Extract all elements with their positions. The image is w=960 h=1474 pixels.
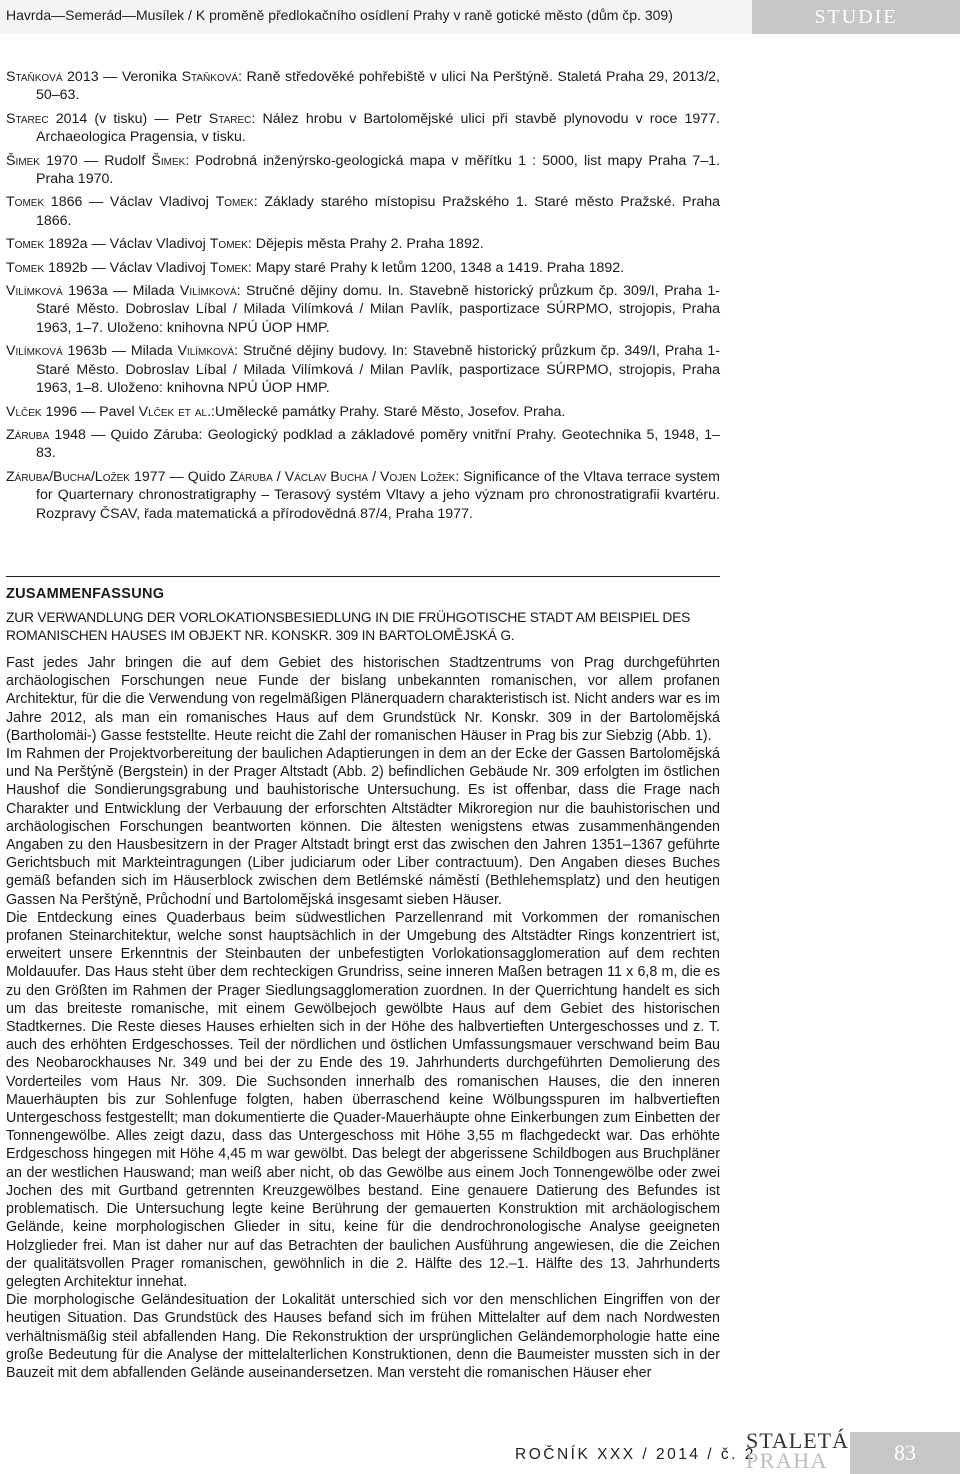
reference-author: Vlček: [6, 403, 42, 420]
summary-heading: ZUSAMMENFASSUNG: [6, 586, 165, 602]
reference-author: Staňková: [6, 69, 63, 85]
reference-author-full: Vilímková: [179, 283, 237, 300]
reference-text: : Dějepis města Prahy 2. Praha 1892.: [247, 236, 484, 253]
reference-text: : Raně středověké pohřebiště v ulici Na Perštýně. Staletá Praha 29, 2013/2, 50–63.: [36, 69, 720, 104]
header-bar: [0, 0, 960, 34]
summary-paragraph: Im Rahmen der Projektvorbereitung der baulichen Adaptierungen in dem an der Ecke der Gassen Bartolomějská und Na Perštýně (Bergstein) in der Prager Altstadt (Abb. 2) befindlichen Gebäude Nr. 309 erfolgten im östlichen Haushof die Sondierungsgrabung und bauhistorische Untersuchung. Es ist offenbar, dass die Frage nach Charakter und Entwicklung der Verbauung der erforschten Altstädter Mikroregion nur die bauhistorischen und archäologischen Forschungen beantworten können. Die ältesten wenigstens etwas zusammenhängenden Angaben zu den Hausbesitzern in der Prager Altstadt bringt erst das zwischen den Jahren 1351–1367 geführte Gerichtsbuch mit Markteintragungen (Liber judiciarum oder Liber contractuum). Den Angaben dieses Buches gemäß befanden sich im Häuserblock zwischen dem Betlémské náměstí (Bethlehemsplatz) und den heutigen Gassen Na Perštýně, Průchodní und Bartolomějská insgesamt sieben Häuser.: [6, 746, 720, 908]
reference-entry: [6, 152, 720, 189]
issue-label: ROČNÍK XXX / 2014 / č. 2: [515, 1446, 756, 1463]
page-number-box: [850, 1432, 960, 1474]
reference-year: 1977 — Quido: [129, 468, 230, 485]
reference-author-full: Tomek: [209, 259, 248, 276]
reference-author: Šimek: [6, 152, 40, 169]
summary-body: [6, 654, 720, 1382]
reference-year: 1970 — Rudolf: [39, 152, 152, 169]
summary-paragraph: Die Entdeckung eines Quaderbaus beim südwestlichen Parzellenrand mit Vorkommen der romanischen profanen Steinarchitektur, welche sonst hauptsächlich in der Umgebung des Altstädter Rings konzentriert ist, erweitert unsere Erkenntnis der Steinbauten der unbefestigten Vorlokationsagglomeration auf dem rechten Moldauufer. Das Haus steht über dem rechteckigen Grundriss, seine inneren Maßen betragen 11 x 6,8 m, die es zu den Größten im Rahmen der Prager Siedlungsagglomeration zuordnen. In der Querrichtung handelt es sich um das breiteste romanische, mit einem Gewölbejoch gewölbte Haus auf dem Gebiet des historischen Stadtkernes. Die Reste dieses Hauses erhielten sich in der Höhe des halbvertieften Untergeschosses und z. T. auch des erhöhten Erdgeschosses. Teil der nördlichen und östlichen Umfassungsmauer verschwand beim Bau des Neobarockhauses Nr. 349 und bei der zu Ende des 19. Jahrhunderts durchgeführten Demolierung des Vorderteiles vom Haus Nr. 309. Die Suchsonden innerhalb des romanischen Hauses, die den inneren Mauerhäupten bis zur Sohlenfuge folgten, haben überraschend keine Wölbungsspuren im halbvertieften Untergeschoss festgestellt; man dokumentierte die Quader-Mauerhäupte ohne Einkerbungen zum Einbetten der Tonnengewölbe. Alles zeigt dazu, dass das Untergeschoss mit Höhe 3,55 m flachgedeckt war. Das erhöhte Erdgeschoss hingegen mit Höhe 4,45 m war gewölbt. Das belegt der abgerissene Schildbogen aus Bruchpläner an der westlichen Hauswand; man weiß aber nicht, ob das Gewölbe aus einem Joch Tonnengewölbe oder zwei Jochen des mit Gurtband getrennten Kreuzgewölbes bestand. Eine genauere Datierung des Befundes ist problematisch. Die Untersuchung legte keine Berührung der gemauerten Konstruktion mit archäologischem Gelände, keine morphologischen Glieder in situ, keine für die dendrochronologische Analyse geeigneten Holzglieder frei. Man ist daher nur auf das Betrachten der baulichen Ausführung angewiesen, die die Zeichen der qualitätsvollen Prager romanischen, gewöhnlich in die 2. Hälfte des 12.–1. Hälfte des 13. Jahrhunderts gelegten Architektur innehat.: [6, 909, 720, 1290]
reference-text: :Umělecké památky Prahy. Staré Město, Josefov. Praha.: [211, 403, 566, 420]
reference-author-full: Starec: [208, 110, 252, 127]
reference-entry: [6, 235, 720, 253]
reference-year: 1996 — Pavel: [41, 403, 139, 420]
logo-line-1: STALETÁ: [746, 1428, 850, 1453]
reference-entry: [6, 403, 720, 421]
reference-entry: [6, 68, 720, 105]
reference-author-full: Tomek: [215, 194, 254, 211]
reference-entry: [6, 282, 720, 337]
reference-author-full: Tomek: [209, 236, 248, 253]
reference-text: : Stručné dějiny domu. In. Stavebně historický průzkum čp. 309/I, Praha 1-Staré Město. Dobroslav Líbal / Milada Vilímková / Milan Pavlík, pasportizace SÚRPMO, strojopis, Praha 1963, 1–7. Uloženo: knihovna NPÚ ÚOP HMP.: [36, 283, 721, 336]
reference-author: Záruba/Bucha/Ložek: [6, 468, 130, 485]
section-divider: [6, 576, 720, 577]
reference-text: : Significance of the Vltava terrace system for Quarternary chronostratigraphy – Terasový systém Vltavy a jeho význam pro chronostratigrafii kvartéru. Rozpravy ČSAV, řada matematická a přírodovědná 87/4, Praha 1977.: [36, 468, 721, 522]
reference-text: : Geologický podklad a základové poměry vnitřní Prahy. Geotechnika 5, 1948, 1–83.: [36, 426, 721, 462]
reference-author-full: Vlček et al.: [138, 403, 212, 420]
reference-text: : Nález hrobu v Bartolomějské ulici při stavbě plynovodu v roce 1977. Archaeologica Pragensia, v tisku.: [36, 110, 720, 146]
reference-year: 2013 — Veronika: [62, 69, 182, 85]
reference-author-full: Staňková: [181, 69, 239, 85]
reference-entry: [6, 468, 720, 523]
summary-paragraph: Fast jedes Jahr bringen die auf dem Gebiet des historischen Stadtzentrums von Prag durchgeführten archäologischen Forschungen neue Funde der bislang unbekannten romanischen, vor allem profanen Architektur, für die die Verwendung von regelmäßigen Plänerquadern charakteristisch ist. Nicht anders war es im Jahre 2012, als man ein romanisches Haus auf dem Grundstück Nr. Konskr. 309 in der Bartolomějská (Bartholomäi-) Gasse feststellte. Heute reicht die Zahl der romanischen Häuser in Prag bis zur Siebzig (Abb. 1).: [6, 655, 720, 744]
journal-logo: [746, 1428, 850, 1473]
summary-paragraph: Die morphologische Geländesituation der Lokalität unterschied sich vor den menschlichen Eingriffen von der heutigen Situation. Das Grundstück des Hauses befand sich im frühen Mittelalter auf dem nach Nordwesten verhältnismäßig steil abfallenden Hang. Die Rekonstruktion der ursprünglichen Geländemorphologie hatte eine große Bedeutung für die Analyse der mittelalterlichen Konstruktionen, denn die Baumeister mussten sich in der Bauzeit mit dem abfallenden Gelände auseinandersetzen. Man versteht die romanischen Häuser eher: [6, 1292, 720, 1381]
reference-year: 1892b — Václav Vladivoj: [44, 259, 210, 276]
reference-entry: [6, 110, 720, 147]
reference-author: Starec: [6, 110, 49, 127]
reference-text: : Mapy staré Prahy k letům 1200, 1348 a 1419. Praha 1892.: [247, 259, 625, 276]
reference-text: : Stručné dějiny budovy. In: Stavebně historický průzkum čp. 349/I, Praha 1-Staré Město. Dobroslav Líbal / Milada Vilímková / Milan Pavlík, pasportizace SÚRPMO, strojopis, Praha 1963, 1–8. Uloženo: knihovna NPÚ ÚOP HMP.: [36, 343, 720, 397]
reference-text: : Podrobná inženýrsko-geologická mapa v měřítku 1 : 5000, list mapy Praha 7–1. Praha 1970.: [36, 152, 720, 188]
reference-year: 1866 — Václav Vladivoj: [44, 194, 216, 211]
reference-entry: [6, 259, 720, 277]
reference-text: : Základy starého místopisu Pražského 1. Staré město Pražské. Praha 1866.: [36, 194, 720, 229]
reference-author-full: Šimek: [151, 152, 186, 169]
reference-entry: [6, 426, 720, 463]
logo-line-2: PRAHA: [746, 1448, 829, 1473]
reference-entry: [6, 342, 720, 397]
reference-author-full: Záruba / Václav Bucha / Vojen Ložek: [229, 468, 456, 485]
reference-author: Záruba: [6, 426, 50, 443]
reference-year: 1892a — Václav Vladivoj: [44, 236, 210, 253]
reference-author-full: Vilímková: [177, 343, 235, 360]
running-head: Havrda—Semerád—Musílek / K proměně předlokačního osídlení Prahy v raně gotické město (dům čp. 309): [6, 7, 673, 23]
reference-author: Tomek: [6, 236, 45, 253]
reference-year: 2014 (v tisku) — Petr: [48, 110, 209, 127]
reference-year: 1963b — Milada: [62, 343, 178, 360]
section-label: STUDIE: [752, 0, 960, 34]
reference-author: Vilímková: [6, 283, 63, 300]
reference-year: 1948 — Quido Záruba: [49, 426, 199, 443]
summary-subtitle: ZUR VERWANDLUNG DER VORLOKATIONSBESIEDLUNG IN DIE FRÜHGOTISCHE STADT AM BEISPIEL DES ROMANISCHEN HAUSES IM OBJEKT NR. KONSKR. 309 IN BARTOLOMĚJSKÁ G.: [6, 610, 691, 643]
reference-author: Vilímková: [6, 343, 63, 360]
reference-author: Tomek: [6, 194, 45, 211]
page-number: 83: [894, 1440, 916, 1465]
reference-entry: [6, 193, 720, 230]
reference-author: Tomek: [6, 259, 45, 276]
reference-list: [6, 68, 720, 528]
reference-year: 1963a — Milada: [62, 283, 180, 300]
